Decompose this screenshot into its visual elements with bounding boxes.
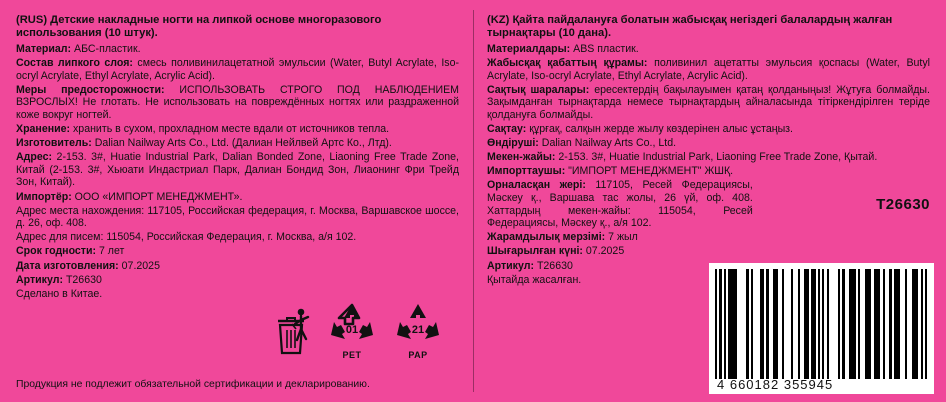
barcode xyxy=(709,263,934,394)
info-text: ересектердің бақылауымен қатаң қолданыңыз! Жұтуға болмайды. Зақымданған тырнақтарда немесе тырнақтардың айналасында тітіркендірілген теріде қолдануға болмайды. xyxy=(487,83,930,121)
info-label: Состав липкого слоя: xyxy=(16,57,133,70)
info-line xyxy=(487,84,930,122)
info-text: Dalian Nailway Arts Co., Ltd. (Далиан Нейлвей Артс Ко., Лтд). xyxy=(91,137,392,150)
info-text: 2-153. 3#, Huatie Industrial Park, Dalian Bonded Zone, Liaoning Free Trade Zone, Китай (2-153. 3#, Хьюати Индастриал Парк, Далиан Бондид Зон, Лиаонинг Фри Трейд Зон, Китай). xyxy=(16,151,459,189)
info-text: Dalian Nailway Arts Co., Ltd. xyxy=(538,137,677,150)
info-label: Изготовитель: xyxy=(16,137,92,150)
info-label: Импортёр: xyxy=(16,190,72,203)
info-text: Қытайда жасалған. xyxy=(487,273,582,286)
kazakh-title: (KZ) Қайта пайдалануға болатын жабысқақ негіздегі балалардың жалған тырнақтары (10 дана). xyxy=(487,14,893,39)
info-line xyxy=(16,288,459,301)
info-text: хранить в сухом, прохладном месте вдали от источников тепла. xyxy=(70,123,390,136)
info-text: Адрес для писем: 115054, Российская Федерация, г. Москва, а/я 102. xyxy=(16,231,357,244)
russian-title: (RUS) Детские накладные ногти на липкой основе многоразового использования (10 штук). xyxy=(16,14,382,39)
info-line xyxy=(16,245,459,258)
recycle-pet-icon xyxy=(326,301,378,360)
info-label: Өндіруші: xyxy=(487,137,539,150)
info-line xyxy=(16,137,459,150)
info-line xyxy=(487,137,930,150)
info-label: Сақтық шаралары: xyxy=(487,83,590,96)
recycle-pet-caption: PET xyxy=(342,350,362,360)
do-not-litter-icon xyxy=(270,307,312,360)
info-text: АБС-пластик. xyxy=(71,43,141,55)
info-label: Адрес: xyxy=(16,151,53,164)
info-line xyxy=(16,151,459,189)
info-label: Меры предосторожности: xyxy=(16,83,165,96)
info-line xyxy=(487,165,930,178)
info-label: Шығарылған күні: xyxy=(487,245,583,258)
info-line xyxy=(16,260,459,273)
info-line xyxy=(16,191,459,204)
info-label: Хранение: xyxy=(16,123,71,136)
info-text: Адрес места нахождения: 117105, Российская федерация, г. Москва, Варшавское шоссе, д. 26, оф. 408. xyxy=(16,204,459,230)
info-label: Срок годности: xyxy=(16,245,97,258)
info-label: Мекен-жайы: xyxy=(487,151,556,164)
info-text: Т26630 xyxy=(63,273,102,286)
info-label: Дата изготовления: xyxy=(16,259,119,272)
svg-text:21: 21 xyxy=(411,324,425,336)
info-text: 7 лет xyxy=(96,245,125,258)
info-text: 2-153. 3#, Huatie Industrial Park, Liaoning Free Trade Zone, Қытай. xyxy=(555,151,878,164)
column-divider xyxy=(473,10,474,392)
certification-note: Продукция не подлежит обязательной сертификации и декларированию. xyxy=(16,379,370,390)
info-text: 117105, Ресей Федерациясы, Мәскеу қ., Варшава тас жолы, 26 үй, оф. 408. Хаттардың мекен-жайы: 115054, Ресей Федерациясы, Мәскеу қ., а/я 102. xyxy=(487,179,753,230)
recycle-pap-icon xyxy=(392,301,444,360)
info-label: Артикул: xyxy=(487,259,534,272)
info-text: Т26630 xyxy=(534,259,573,272)
recycle-pap-caption: PAP xyxy=(408,350,428,360)
info-label: Материал: xyxy=(16,43,72,55)
info-text: ABS пластик. xyxy=(570,43,639,55)
barcode-bars xyxy=(715,269,928,379)
info-label: Жабысқақ қабаттың құрамы: xyxy=(487,57,648,70)
info-line xyxy=(16,123,459,136)
info-line xyxy=(487,43,930,56)
info-label: Жарамдылық мерзімі: xyxy=(487,231,606,244)
info-text: ООО «ИМПОРТ МЕНЕДЖМЕНТ». xyxy=(71,190,243,203)
info-label: Орналасқан жері: xyxy=(487,179,586,192)
info-text: 7 жыл xyxy=(605,231,638,244)
info-text: Сделано в Китае. xyxy=(16,287,103,300)
info-line xyxy=(16,231,459,244)
info-text: смесь поливинилацетатной эмульсии (Water, Butyl Acrylate, Iso-ocryl Acrylate, Ethyl Acrylate, Acrylic Acid). xyxy=(16,57,459,82)
info-text: поливинил ацетатты эмульсия қоспасы (Water, Butyl Acrylate, Iso-ocryl Acrylate, Ethyl Acrylate, Acrylic Acid). xyxy=(487,57,930,82)
info-text: 07.2025 xyxy=(582,245,625,258)
info-line xyxy=(487,57,930,82)
svg-text:01: 01 xyxy=(345,324,359,336)
info-text: ИСПОЛЬЗОВАТЬ СТРОГО ПОД НАБЛЮДЕНИЕМ ВЗРОСЛЫХ! Не глотать. Не использовать на повреждённых ногтях или раздраженной коже вокруг ногтей. xyxy=(16,83,459,121)
info-label: Артикул: xyxy=(16,273,63,286)
info-text: 07.2025 xyxy=(118,259,160,272)
info-line xyxy=(487,231,930,244)
recycling-icons xyxy=(270,301,444,360)
info-line xyxy=(487,151,930,164)
info-text: құрғақ, салқын жерде жылу көздерінен алыс ұстаңыз. xyxy=(526,123,793,136)
info-line xyxy=(16,57,459,82)
info-label: Импорттаушы: xyxy=(487,165,566,178)
barcode-digit-group: 4 660182 355945 xyxy=(717,377,834,392)
info-line xyxy=(16,84,459,122)
info-text: "ИМПОРТ МЕНЕДЖМЕНТ" ЖШҚ. xyxy=(565,165,734,178)
info-line xyxy=(487,245,930,258)
info-line xyxy=(16,274,459,287)
article-code: T26630 xyxy=(876,196,930,213)
info-line xyxy=(487,179,753,229)
info-line xyxy=(16,43,459,56)
info-label: Сақтау: xyxy=(487,123,527,136)
info-label: Материалдары: xyxy=(487,43,571,55)
info-line xyxy=(487,123,930,136)
barcode-digits xyxy=(715,377,928,392)
info-line xyxy=(16,205,459,230)
